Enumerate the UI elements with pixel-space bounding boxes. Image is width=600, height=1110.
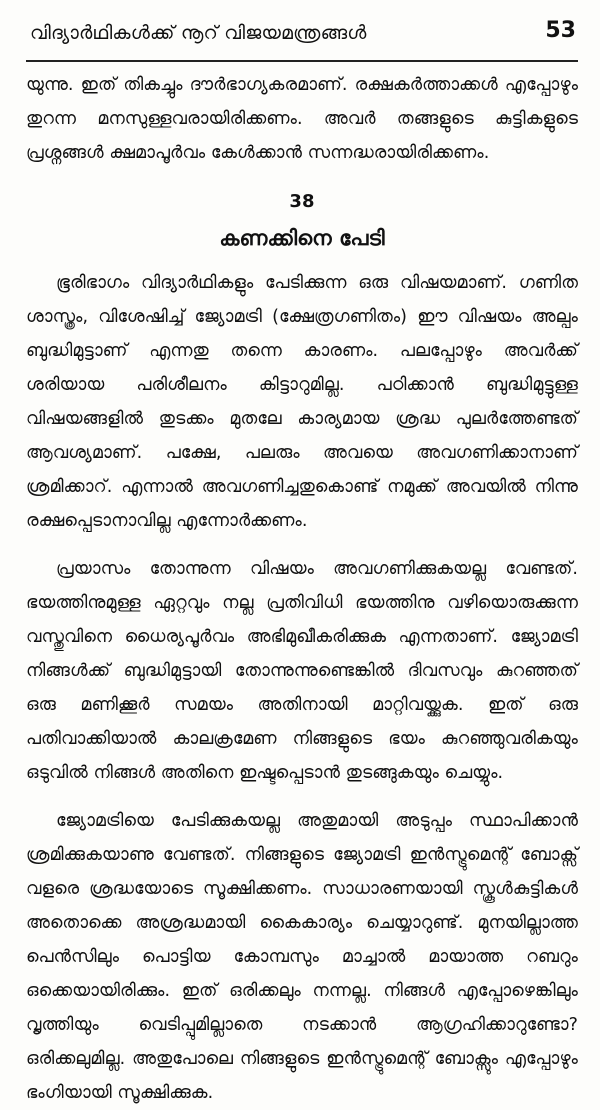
- page-number: 53: [545, 18, 576, 43]
- body-text: [26, 68, 578, 1110]
- paragraph-3: ജ്യോമട്രിയെ പേടിക്കുകയല്ല അതുമായി അടുപ്പം സ്ഥാപിക്കാൻ ശ്രമിക്കുകയാണു വേണ്ടത്. നിങ്ങളുടെ ജ്യോമട്രി ഇൻസ്ട്രുമെന്റ് ബോക്സ് വളരെ ശ്രദ്ധയോടെ സൂക്ഷിക്കണം. സാധാരണയായി സ്കൂൾകുട്ടികൾ അതൊക്കെ അശ്രദ്ധമായി കൈകാര്യം ചെയ്യാറുണ്ട്. മുനയില്ലാത്ത പെൻസിലും പൊട്ടിയ കോമ്പസും മാച്ചാൽ മായാത്ത റബറും ഒക്കെയായിരിക്കും. ഇത് ഒരിക്കലും നന്നല്ല. നിങ്ങൾ എപ്പോഴെങ്കിലും വൃത്തിയും വെടിപ്പുമില്ലാതെ നടക്കാൻ ആഗ്രഹിക്കാറുണ്ടോ? ഒരിക്കലുമില്ല. അതുപോലെ നിങ്ങളുടെ ഇൻസ്ട്രുമെന്റ് ബോക്സും എപ്പോഴും ഭംഗിയായി സൂക്ഷിക്കുക.: [26, 811, 578, 1103]
- section-number: 38: [289, 191, 315, 212]
- section-title: കണക്കിനെ പേടി: [219, 226, 385, 250]
- paragraph-2: പ്രയാസം തോന്നുന്ന വിഷയം അവഗണിക്കുകയല്ല വേണ്ടത്. ഭയത്തിനുമുള്ള ഏറ്റവും നല്ല പ്രതിവിധി ഭയത്തിനു വഴിയൊരുക്കുന്ന വസ്തുവിനെ ധൈര്യപൂർവം അഭിമുഖീകരിക്കുക എന്നതാണ്. ജ്യോമട്രി നിങ്ങൾക്ക് ബുദ്ധിമുട്ടായി തോന്നുന്നുണ്ടെങ്കിൽ ദിവസവും കുറഞ്ഞത് ഒരു മണിക്കൂർ സമയം അതിനായി മാറ്റിവയ്ക്കുക. ഇത് ഒരു പതിവാക്കിയാൽ കാലക്രമേണ നിങ്ങളുടെ ഭയം കുറഞ്ഞുവരികയും ഒടുവിൽ നിങ്ങൾ അതിനെ ഇഷ്ടപ്പെടാൻ തുടങ്ങുകയും ചെയ്യും.: [26, 559, 578, 783]
- running-title: വിദ്യാർഥികൾക്ക് നൂറ് വിജയമന്ത്രങ്ങൾ: [30, 22, 367, 44]
- paragraph-1: ഭൂരിഭാഗം വിദ്യാർഥികളും പേടിക്കുന്ന ഒരു വിഷയമാണ്. ഗണിത ശാസ്ത്രം, വിശേഷിച്ച് ജ്യോമട്രി (ക്ഷേത്രഗണിതം) ഈ വിഷയം അല്പം ബുദ്ധിമുട്ടാണ് എന്നതു തന്നെ കാരണം. പലപ്പോഴും അവർക്ക് ശരിയായ പരിശീലനം കിട്ടാറുമില്ല. പഠിക്കാൻ ബുദ്ധിമുട്ടുള്ള വിഷയങ്ങളിൽ തുടക്കം മുതലേ കാര്യമായ ശ്രദ്ധ പുലർത്തേണ്ടത് ആവശ്യമാണ്. പക്ഷേ, പലരും അവയെ അവഗണിക്കാനാണ് ശ്രമിക്കാറ്. എന്നാൽ അവഗണിച്ചതുകൊണ്ട് നമുക്ക് അവയിൽ നിന്നു രക്ഷപ്പെടാനാവില്ല എന്നോർക്കണം.: [26, 273, 578, 531]
- intro-paragraph: യുന്നു. ഇത് തികച്ചും ദൗർഭാഗ്യകരമാണ്. രക്ഷകർത്താക്കൾ എപ്പോഴും തുറന്ന മനസുള്ളവരായിരിക്കണം. അവർ തങ്ങളുടെ കുട്ടികളുടെ പ്രശ്നങ്ങൾ ക്ഷമാപൂർവം കേൾക്കാൻ സന്നദ്ധരായിരിക്കണം.: [26, 75, 578, 163]
- page-header: [26, 0, 578, 62]
